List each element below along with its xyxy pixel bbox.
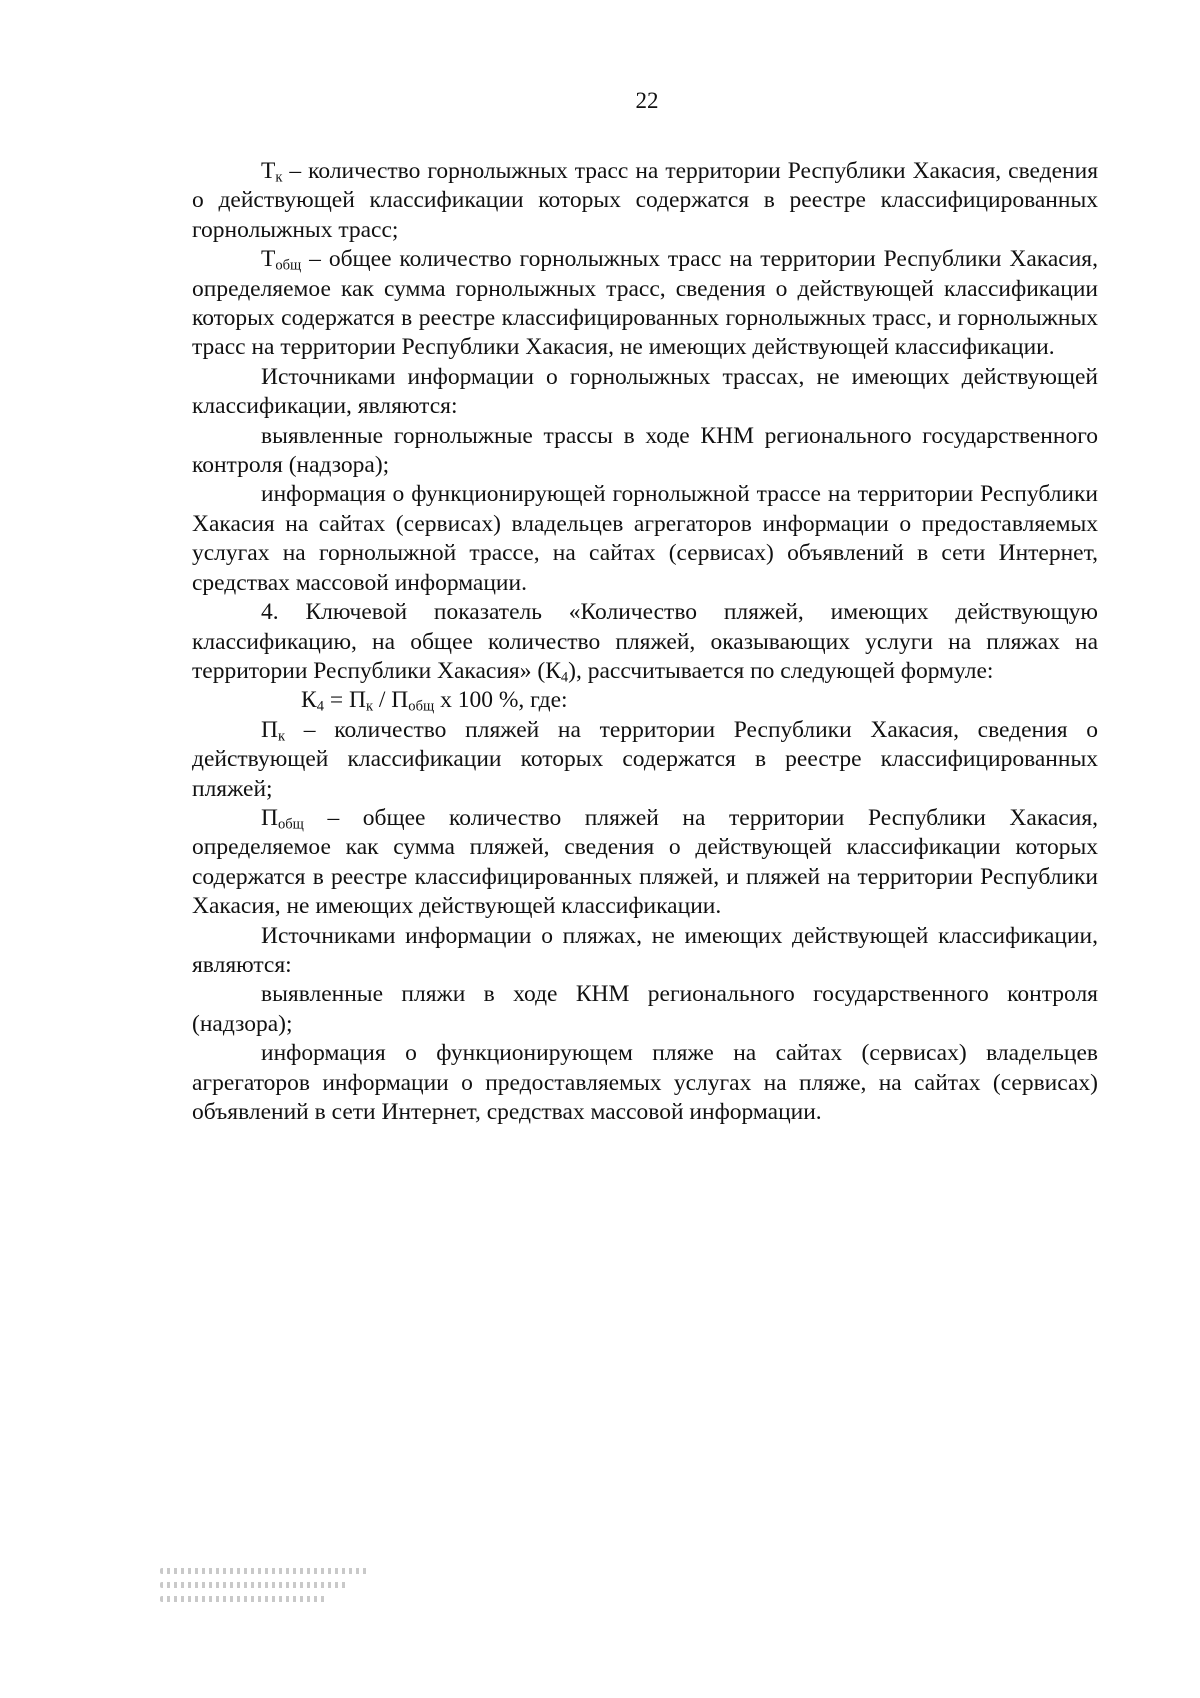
- faded-stamp: [160, 1568, 370, 1648]
- stamp-line: [160, 1582, 349, 1588]
- source-item-trails-2: информация о функционирующей горнолыжной трассе на территории Республики Хакасия на сайтах (сервисах) владельцев агрегаторов информации о предоставляемых услугах на горнолыжной трассе, на сайтах (сервисах) объявлений в сети Интернет, средствах массовой информации.: [192, 481, 1098, 596]
- sources-intro-trails: Источниками информации о горнолыжных трассах, не имеющих действующей классификации, являются:: [192, 363, 1098, 420]
- formula-k4: $К_4 = П_к / П_{общ}$ x 100 %, где:: [301, 687, 568, 715]
- key-indicator-4: 4. Ключевой показатель «Количество пляжей, имеющих действующую классификацию, на общее количество пляжей, оказывающих услуги на пляжах на территории Республики Хакасия» $(К_4)$, рассчитывается по следующей формуле:: [192, 599, 1098, 686]
- page-number: 22: [635, 88, 659, 113]
- definition-pobsh: $П_{общ}$ – общее количество пляжей на территории Республики Хакасия, определяемое как сумма пляжей, сведения о действующей классификации которых содержатся в реестре классифицированных пляжей, и пляжей на территории Республики Хакасия, не имеющих действующей классификации.: [192, 804, 1098, 920]
- document-body: [192, 157, 1098, 1127]
- definition-tobsh: $Т_{общ}$ – общее количество горнолыжных трасс на территории Республики Хакасия, определяемое как сумма горнолыжных трасс, сведения о действующей классификации которых содержатся в реестре классифицированных горнолыжных трасс, и горнолыжных трасс на территории Республики Хакасия, не имеющих действующей классификации.: [192, 246, 1098, 361]
- stamp-line: [160, 1596, 328, 1602]
- source-item-beaches-1: выявленные пляжи в ходе КНМ регионального государственного контроля (надзора);: [192, 981, 1098, 1037]
- source-item-beaches-2: информация о функционирующем пляже на сайтах (сервисах) владельцев агрегаторов информации о предоставляемых услугах на пляже, на сайтах (сервисах) объявлений в сети Интернет, средствах массовой информации.: [192, 1040, 1098, 1125]
- definition-tk: $Т_к$ – количество горнолыжных трасс на территории Республики Хакасия, сведения о действующей классификации которых содержатся в реестре классифицированных горнолыжных трасс;: [192, 158, 1098, 243]
- stamp-line: [160, 1568, 370, 1574]
- sources-intro-beaches: Источниками информации о пляжах, не имеющих действующей классификации, являются:: [192, 922, 1098, 978]
- definition-pk: $П_к$ – количество пляжей на территории Республики Хакасия, сведения о действующей классификации которых содержатся в реестре классифицированных пляжей;: [192, 716, 1098, 802]
- source-item-trails-1: выявленные горнолыжные трассы в ходе КНМ регионального государственного контроля (надзора);: [192, 422, 1098, 479]
